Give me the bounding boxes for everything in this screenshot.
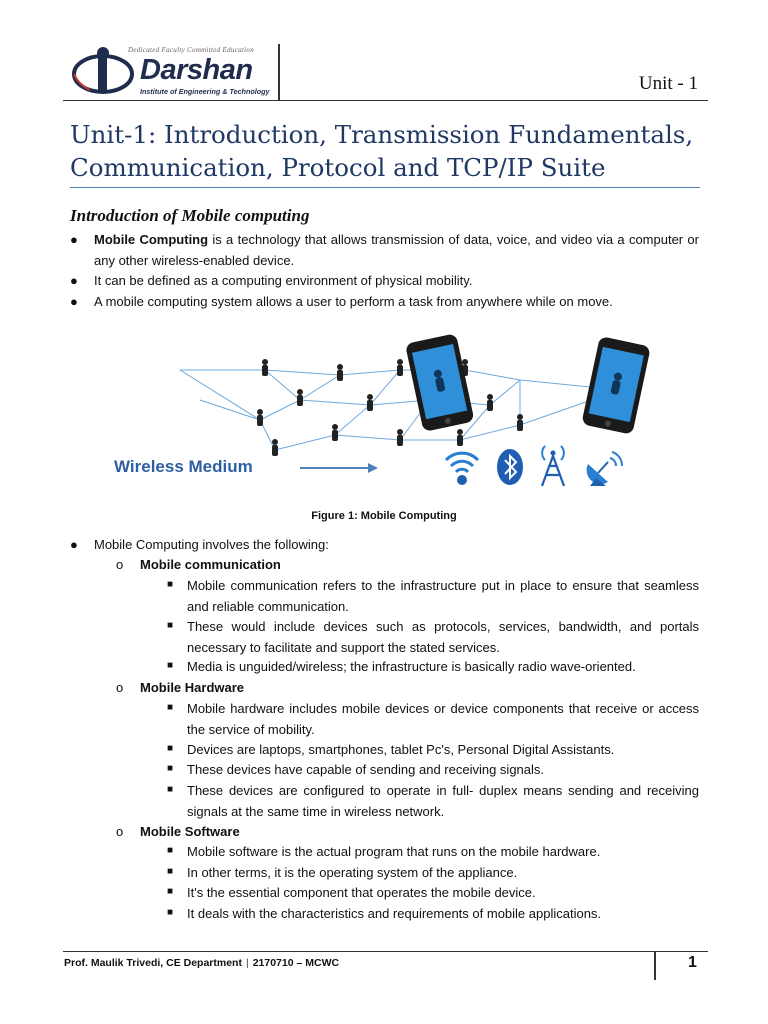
wireless-medium-label: Wireless Medium bbox=[114, 457, 253, 476]
bullet-item bbox=[70, 535, 699, 556]
bullet-item bbox=[70, 271, 699, 292]
square-bullet-icon: ■ bbox=[167, 579, 174, 590]
square-bullet-icon: ■ bbox=[167, 784, 174, 795]
bullet-icon: ● bbox=[70, 294, 78, 309]
square-bullet-icon: ■ bbox=[167, 886, 174, 897]
section-heading: Introduction of Mobile computing bbox=[70, 206, 310, 225]
list-item: ■ Devices are laptops, smartphones, tablet Pc's, Personal Digital Assistants. bbox=[187, 740, 699, 761]
list-item: ■ Media is unguided/wireless; the infrastructure is basically radio wave-oriented. bbox=[187, 657, 699, 678]
radio-tower-icon bbox=[542, 446, 564, 486]
square-bullet-icon: ■ bbox=[167, 620, 174, 631]
bullet-text: Mobile Computing involves the following: bbox=[94, 537, 329, 552]
wifi-icon bbox=[446, 453, 478, 485]
right-phone-icon bbox=[581, 336, 651, 435]
bullet-icon: ● bbox=[70, 232, 78, 247]
circle-bullet-icon: o bbox=[116, 557, 124, 572]
square-bullet-icon: ■ bbox=[167, 866, 174, 877]
list-item: ■ It's the essential component that operates the mobile device. bbox=[187, 883, 699, 904]
header-divider bbox=[63, 100, 708, 101]
circle-bullet-icon: o bbox=[116, 824, 124, 839]
footer-info bbox=[64, 957, 339, 969]
list-item: ■ These would include devices such as protocols, services, bandwidth, and portals necessary to facilitate and support the stated services. bbox=[187, 617, 699, 658]
satellite-dish-icon bbox=[587, 452, 622, 486]
list-item: ■ Mobile communication refers to the infrastructure put in place to ensure that seamless and reliable communication. bbox=[187, 576, 699, 617]
footer-divider bbox=[63, 951, 708, 952]
left-phone-icon bbox=[405, 333, 475, 432]
bullet-icon: ● bbox=[70, 537, 78, 552]
footer-divider-vertical bbox=[654, 951, 656, 980]
figure-caption: Figure 1: Mobile Computing bbox=[311, 510, 457, 522]
list-item: ■ These devices are configured to operate in full- duplex means sending and receiving signals at the same time in wireless network. bbox=[187, 781, 699, 822]
bullet-text: It can be defined as a computing environment of physical mobility. bbox=[94, 273, 473, 288]
list-item: ■ Mobile hardware includes mobile devices or device components that receive or access the service of mobility. bbox=[187, 699, 699, 740]
list-item: ■ These devices have capable of sending and receiving signals. bbox=[187, 760, 699, 781]
bullet-text: is a technology that allows transmission of data, voice, and video via a computer or any other wireless-enabled device. bbox=[94, 232, 699, 268]
square-bullet-icon: ■ bbox=[167, 702, 174, 713]
square-bullet-icon: ■ bbox=[167, 743, 174, 754]
footer-course: 2170710 – MCWC bbox=[252, 957, 340, 969]
square-bullet-icon: ■ bbox=[167, 660, 174, 671]
bullet-item bbox=[70, 292, 699, 313]
logo-tagline: Dedicated Faculty Committed Education bbox=[128, 46, 254, 54]
bullet-item bbox=[70, 230, 699, 271]
bluetooth-icon bbox=[497, 449, 523, 485]
square-bullet-icon: ■ bbox=[167, 907, 174, 918]
subsection-title: o Mobile communication bbox=[140, 555, 281, 576]
logo-name: Darshan bbox=[140, 54, 253, 86]
square-bullet-icon: ■ bbox=[167, 763, 174, 774]
logo-subtitle: Institute of Engineering & Technology bbox=[140, 87, 270, 96]
arrow-right-icon bbox=[300, 463, 378, 473]
bullet-text: A mobile computing system allows a user to perform a task from anywhere while on move. bbox=[94, 294, 613, 309]
unit-label: Unit - 1 bbox=[638, 73, 698, 94]
header-divider-vertical bbox=[278, 44, 280, 101]
circle-bullet-icon: o bbox=[116, 680, 124, 695]
list-item: ■ In other terms, it is the operating system of the appliance. bbox=[187, 863, 699, 884]
footer-separator: | bbox=[245, 957, 249, 969]
footer-author: Prof. Maulik Trivedi, CE Department bbox=[64, 957, 242, 969]
page-title: Unit-1: Introduction, Transmission Fundamentals, Communication, Protocol and TCP/IP Suite bbox=[70, 120, 694, 182]
page-number: 1 bbox=[688, 954, 697, 971]
list-item: ■ It deals with the characteristics and requirements of mobile applications. bbox=[187, 904, 699, 925]
bullet-icon: ● bbox=[70, 273, 78, 288]
title-underline bbox=[70, 187, 700, 188]
subsection-title: o Mobile Hardware bbox=[140, 678, 244, 699]
square-bullet-icon: ■ bbox=[167, 845, 174, 856]
bullet-bold-term: Mobile Computing bbox=[94, 232, 209, 247]
subsection-title: o Mobile Software bbox=[140, 822, 240, 843]
list-item: ■ Mobile software is the actual program that runs on the mobile hardware. bbox=[187, 842, 699, 863]
